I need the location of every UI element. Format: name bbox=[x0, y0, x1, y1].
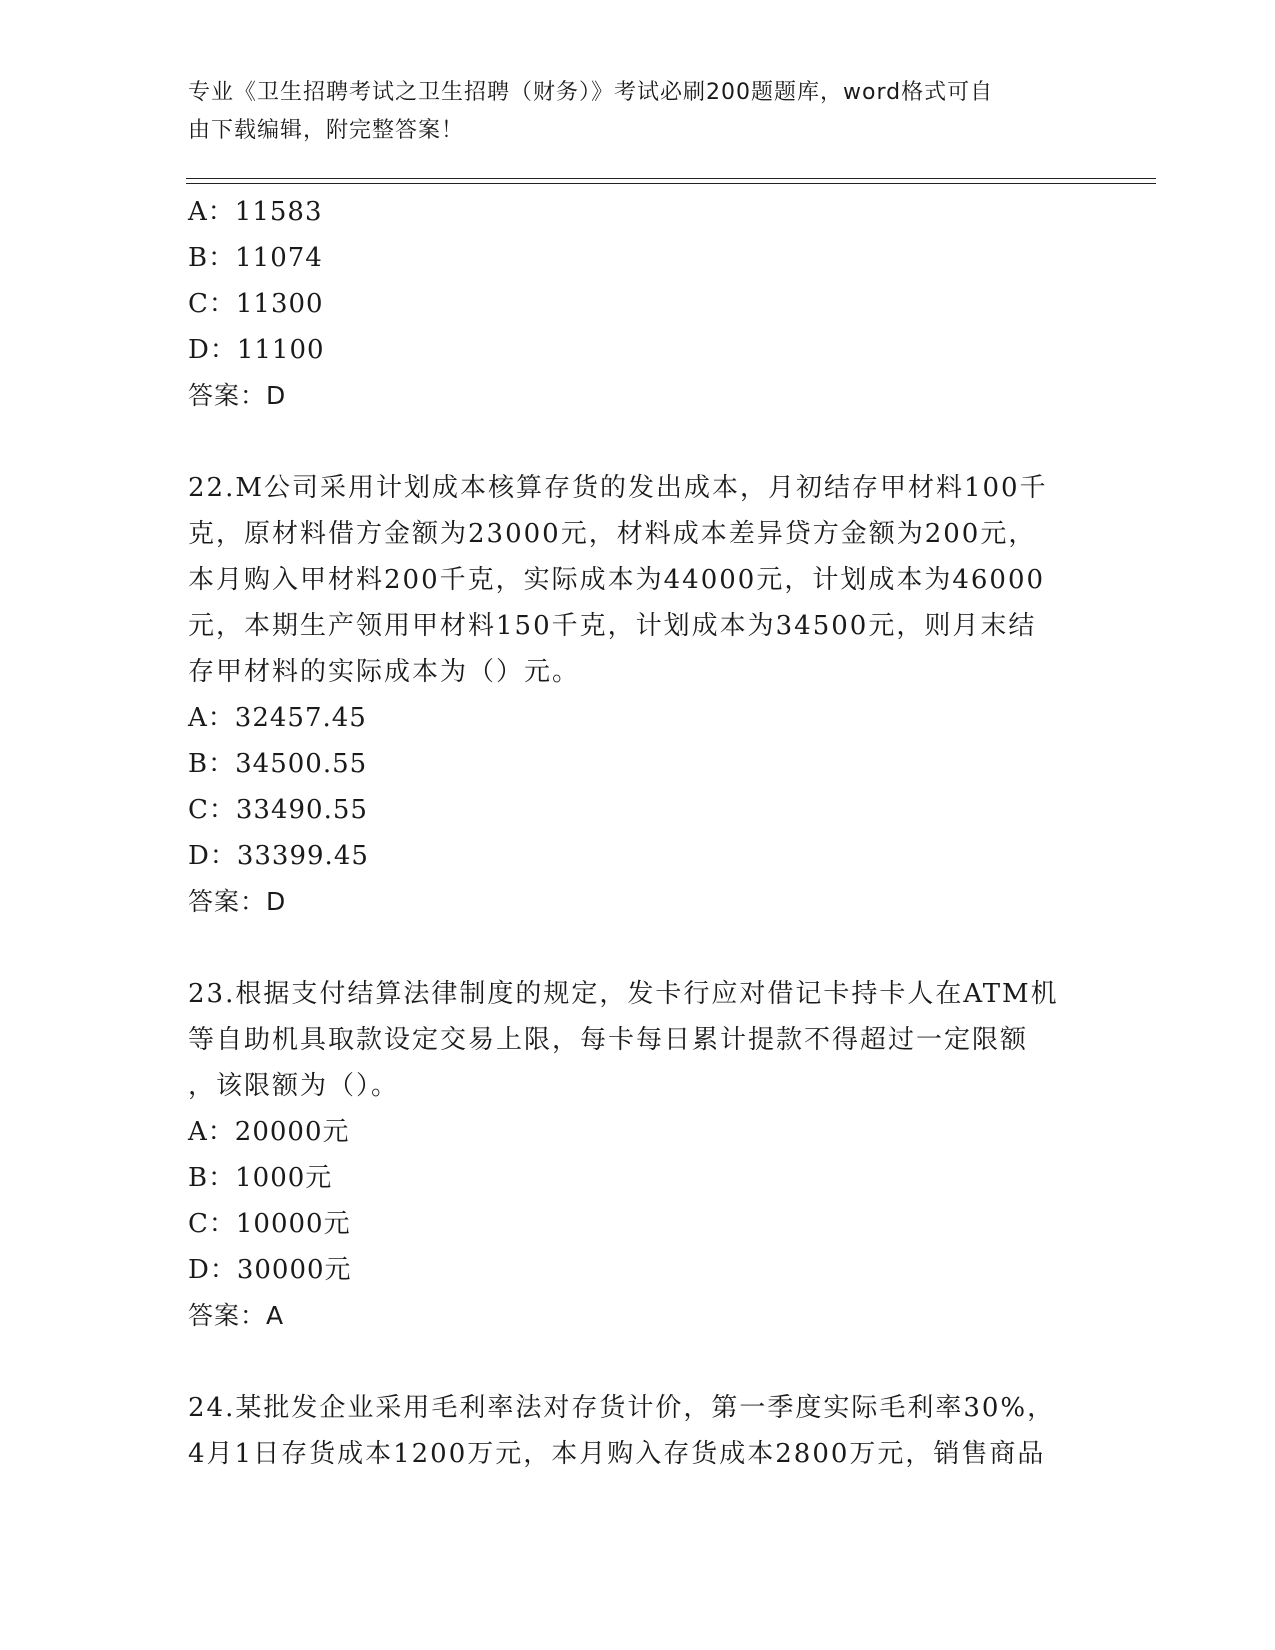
answer: 答案：D bbox=[188, 381, 287, 410]
option-a: A：20000元 bbox=[188, 1117, 350, 1147]
question-23 bbox=[188, 971, 1088, 1339]
question-22 bbox=[188, 465, 1088, 925]
option-d: D：33399.45 bbox=[188, 841, 369, 871]
option-d: D：11100 bbox=[188, 335, 325, 365]
question-text-line: 4月1日存货成本1200万元，本月购入存货成本2800万元，销售商品 bbox=[188, 1439, 1046, 1469]
header-line-1: 专业《卫生招聘考试之卫生招聘（财务）》考试必刷200题题库，word格式可自 bbox=[188, 80, 994, 105]
header-divider-bottom bbox=[186, 183, 1156, 184]
document-header bbox=[188, 74, 1068, 150]
spacer bbox=[188, 419, 1088, 465]
spacer bbox=[188, 925, 1088, 971]
option-c: C：11300 bbox=[188, 289, 324, 319]
question-text-line: 本月购入甲材料200千克，实际成本为44000元，计划成本为46000 bbox=[188, 565, 1046, 595]
header-line-2: 由下载编辑，附完整答案！ bbox=[188, 118, 465, 143]
question-text-line: 存甲材料的实际成本为（）元。 bbox=[188, 657, 581, 687]
question-21 bbox=[188, 189, 1088, 419]
option-b: B：1000元 bbox=[188, 1163, 333, 1193]
option-d: D：30000元 bbox=[188, 1255, 352, 1285]
option-a: A：32457.45 bbox=[188, 703, 367, 733]
question-text-line: 等自助机具取款设定交易上限，每卡每日累计提款不得超过一定限额 bbox=[188, 1025, 1029, 1055]
answer: 答案：A bbox=[188, 1301, 285, 1330]
option-c: C：10000元 bbox=[188, 1209, 351, 1239]
question-24 bbox=[188, 1385, 1088, 1477]
answer: 答案：D bbox=[188, 887, 287, 916]
question-text-line: 元，本期生产领用甲材料150千克，计划成本为34500元，则月末结 bbox=[188, 611, 1037, 641]
question-text-line: 22.M公司采用计划成本核算存货的发出成本，月初结存甲材料100千 bbox=[188, 473, 1048, 503]
question-text-line: ，该限额为（）。 bbox=[188, 1071, 400, 1101]
option-b: B：11074 bbox=[188, 243, 323, 273]
spacer bbox=[188, 1339, 1088, 1385]
option-b: B：34500.55 bbox=[188, 749, 368, 779]
question-text-line: 23.根据支付结算法律制度的规定，发卡行应对借记卡持卡人在ATM机 bbox=[188, 979, 1059, 1009]
option-a: A：11583 bbox=[188, 197, 323, 227]
question-text-line: 克，原材料借方金额为23000元，材料成本差异贷方金额为200元， bbox=[188, 519, 1037, 549]
header-divider-top bbox=[186, 178, 1156, 179]
option-c: C：33490.55 bbox=[188, 795, 368, 825]
question-text-line: 24.某批发企业采用毛利率法对存货计价，第一季度实际毛利率30%， bbox=[188, 1393, 1056, 1423]
document-body bbox=[188, 189, 1088, 1477]
